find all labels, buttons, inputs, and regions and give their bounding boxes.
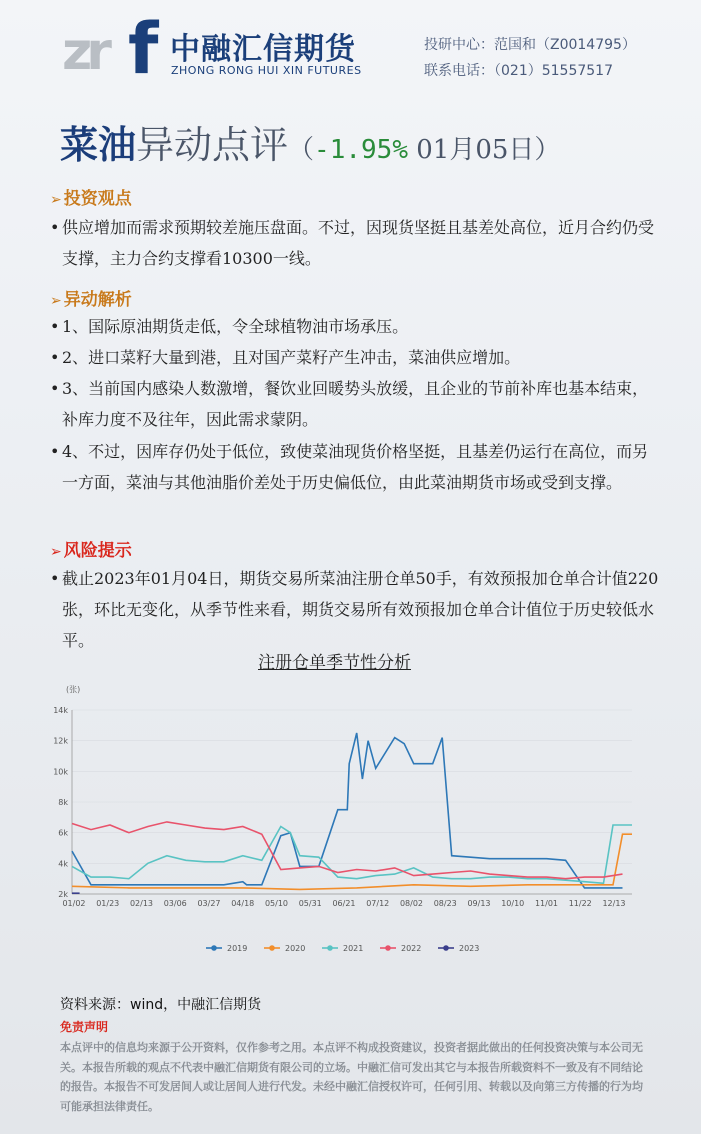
legend-label-2020: 2020 — [285, 944, 306, 953]
page-title — [60, 114, 560, 169]
series-line-2020 — [72, 834, 632, 889]
x-tick-label: 09/13 — [467, 899, 491, 908]
x-tick-label: 08/23 — [433, 899, 457, 908]
disclaimer-title: 免责声明 — [60, 1020, 109, 1034]
y-tick-label: 14k — [53, 706, 68, 715]
legend-label-2022: 2022 — [401, 944, 422, 953]
contact-research: 投研中心：范国和（Z0014795） — [424, 37, 636, 53]
x-tick-label: 03/06 — [163, 899, 187, 908]
legend-marker-2019 — [211, 945, 217, 951]
y-tick-label: 4k — [58, 859, 68, 869]
chart-title: 注册仓单季节性分析 — [258, 653, 411, 673]
legend-label-2019: 2019 — [227, 944, 248, 953]
series-line-2021 — [72, 825, 632, 883]
registered-warrant-seasonal-chart — [40, 672, 640, 972]
legend-marker-2022 — [385, 945, 391, 951]
legend-marker-2023 — [443, 945, 449, 951]
logo-company-name: 中融汇信期货 — [170, 32, 356, 67]
y-tick-label: 12k — [53, 736, 68, 746]
section-analysis-heading — [50, 285, 132, 310]
title-kind: 异动点评 — [136, 123, 289, 167]
analysis-item-3: • 3、当前国内感染人数激增，餐饮业回暖势头放缓，且企业的节前补库也基本结束，补库力度不及往年，因此需求蒙阴。 — [50, 373, 660, 435]
x-tick-label: 11/22 — [568, 899, 592, 908]
x-tick-label: 12/13 — [602, 899, 626, 908]
logo-mark-f: f — [128, 8, 159, 90]
x-tick-label: 02/13 — [129, 899, 154, 908]
x-tick-label: 03/27 — [197, 899, 221, 908]
title-product: 菜油 — [60, 122, 137, 167]
logo-company-name-en: ZHONG RONG HUI XIN FUTURES — [171, 64, 362, 77]
risk-item: • 截止2023年01月04日，期货交易所菜油注册仓单50手，有效预报加仓单合计值220张，环比无变化，从季节性来看，期货交易所有效预报加仓单合计值位于历史较低水平。 — [50, 563, 660, 656]
logo-mark-zr: zr — [62, 22, 106, 82]
disclaimer-text: 本点评中的信息均来源于公开资料，仅作参考之用。本点评不构成投资建议，投资者据此做出的任何投资决策与本公司无关。本报告所载的观点不代表中融汇信期货有限公司的立场。中融汇信可发出其它与本报告所载资料不一致及有不同结论的报告。本报告不可发居间人或让居间人进行代发。未经中融汇信授权许可，任何引用、转载以及向第三方传播的行为均可能承担法律责任。 — [60, 1041, 643, 1113]
x-tick-label: 11/01 — [534, 899, 559, 908]
title-change: -1.95% — [314, 135, 408, 165]
x-tick-label: 04/18 — [231, 899, 255, 908]
x-tick-label: 05/10 — [264, 899, 289, 908]
series-line-2019 — [72, 733, 623, 888]
x-tick-label: 05/31 — [298, 899, 322, 908]
data-source: 资料来源：wind，中融汇信期货 — [60, 997, 262, 1013]
view-item: • 供应增加而需求预期较差施压盘面。不过，因现货坚挺且基差处高位，近月合约仍受支撑，主力合约支撑看10300一线。 — [50, 212, 660, 274]
risk-item-text: 截止2023年01月04日，期货交易所菜油注册仓单50手，有效预报加仓单合计值220张，环比无变化，从季节性来看，期货交易所有效预报加仓单合计值位于历史较低水平。 — [62, 569, 659, 650]
arrow-icon: ➢ — [50, 544, 62, 560]
title-paren-open: （ — [288, 135, 315, 165]
view-item-text: 供应增加而需求预期较差施压盘面。不过，因现货坚挺且基差处高位，近月合约仍受支撑，主力合约支撑看10300一线。 — [62, 218, 655, 268]
legend-label-2023: 2023 — [459, 944, 480, 953]
legend-marker-2021 — [327, 945, 333, 951]
arrow-icon: ➢ — [50, 192, 62, 208]
x-tick-label: 07/12 — [366, 899, 390, 908]
analysis-item-1: • 1、国际原油期货走低，令全球植物油市场承压。 — [50, 311, 660, 342]
section-analysis-title: 异动解析 — [63, 290, 132, 310]
analysis-item-text: 1、国际原油期货走低，令全球植物油市场承压。 — [62, 317, 409, 336]
y-tick-label: 8k — [58, 798, 68, 807]
y-tick-label: 2k — [58, 890, 68, 899]
y-tick-label: 10k — [53, 767, 68, 777]
section-view-title: 投资观点 — [63, 189, 132, 209]
y-unit-label: (张) — [66, 685, 81, 694]
analysis-item-text: 3、当前国内感染人数激增，餐饮业回暖势头放缓，且企业的节前补库也基本结束，补库力度不及往年，因此需求蒙阴。 — [62, 379, 649, 429]
x-tick-label: 01/23 — [96, 899, 120, 908]
x-tick-label: 01/02 — [62, 899, 86, 908]
section-risk-heading — [50, 536, 132, 561]
arrow-icon: ➢ — [50, 293, 62, 309]
title-paren-close: ） — [534, 135, 561, 165]
section-risk-title: 风险提示 — [63, 541, 132, 561]
section-view-heading — [50, 184, 132, 209]
analysis-item-text: 2、进口菜籽大量到港，且对国产菜籽产生冲击，菜油供应增加。 — [62, 348, 521, 367]
y-tick-label: 6k — [58, 828, 68, 838]
title-date: 01月05日 — [407, 135, 535, 165]
analysis-item-text: 4、不过，因库存仍处于低位，致使菜油现货价格坚挺，且基差仍运行在高位，而另一方面，菜油与其他油脂价差处于历史偏低位，由此菜油期货市场或受到支撑。 — [62, 442, 649, 492]
legend-label-2021: 2021 — [343, 944, 364, 953]
legend-marker-2020 — [269, 945, 275, 951]
x-tick-label: 08/02 — [399, 899, 424, 908]
analysis-item-2: • 2、进口菜籽大量到港，且对国产菜籽产生冲击，菜油供应增加。 — [50, 342, 660, 373]
x-tick-label: 10/10 — [501, 899, 525, 908]
contact-phone: 联系电话：（021）51557517 — [424, 63, 613, 79]
x-tick-label: 06/21 — [332, 899, 356, 908]
series-line-2022 — [72, 822, 623, 879]
analysis-item-4: • 4、不过，因库存仍处于低位，致使菜油现货价格坚挺，且基差仍运行在高位，而另一方面，菜油与其他油脂价差处于历史偏低位，由此菜油期货市场或受到支撑。 — [50, 436, 660, 498]
